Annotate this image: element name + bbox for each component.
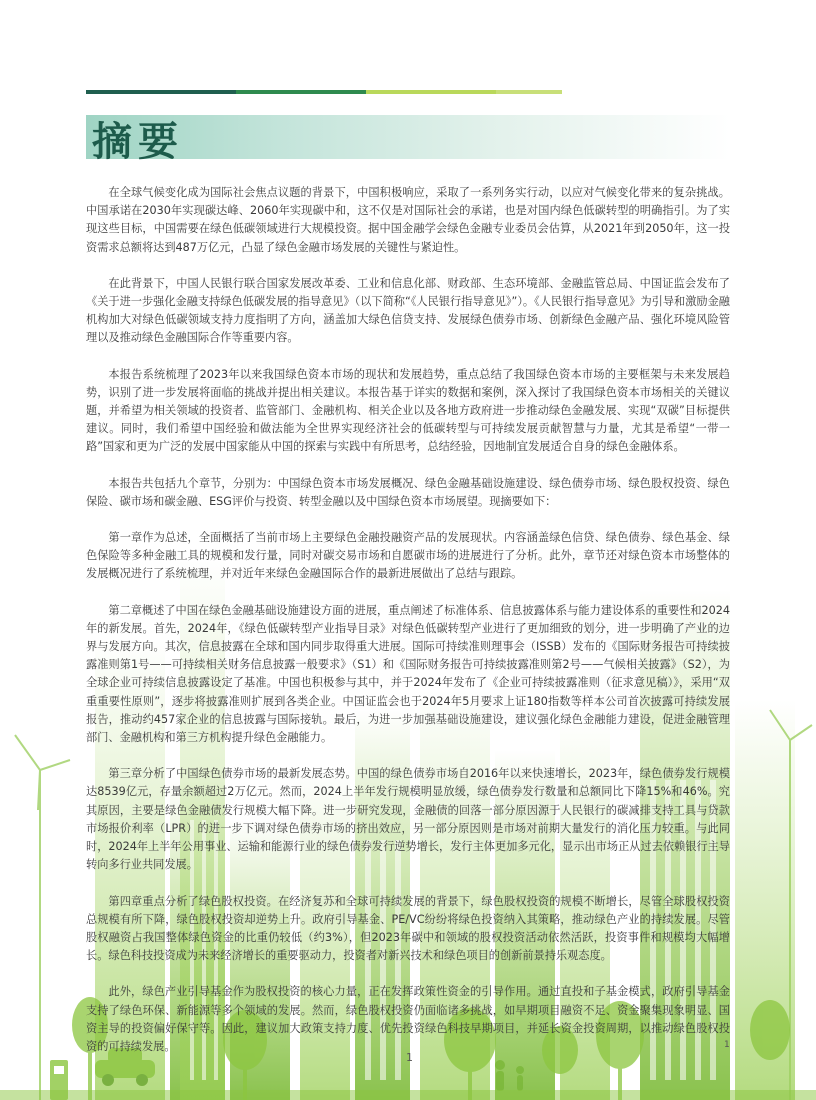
paragraph: 此外，绿色产业引导基金作为股权投资的核心力量，正在发挥政策性资金的引导作用。通过直投和子基金模式，政府引导基金支持了绿色环保、新能源等多个领域的发展。然而，绿色股权投资仍面临诸多挑战，如早期项目融资不足、资金聚集现象明显、国资主导的投资偏好保守等。因此，建议加大政策支持力度、优先投资绿色科技早期项目，并延长资金投资周期，以推动绿色股权投资的可持续发展。 (86, 985, 730, 1053)
abstract-body (86, 184, 730, 1074)
paragraph: 第二章概述了中国在绿色金融基础设施建设方面的进展，重点阐述了标准体系、信息披露体系与能力建设体系的重要性和2024年的新发展。首先，2024年，《绿色低碳转型产业指导目录》对绿色低碳转型产业进行了更加细致的划分，进一步明确了产业的边界与发展方向。其次，信息披露在全球和国内同步取得重大进展。国际可持续准则理事会（ISSB）发布的《国际财务报告可持续披露准则第1号——可持续相关财务信息披露一般要求》（S1）和《国际财务报告可持续披露准则第2号——气候相关披露》（S2），为全球企业可持续信息披露设定了基准。中国也积极参与其中，并于2024年发布了《企业可持续披露准则（征求意见稿）》，采用“双重重要性原则”，逐步将披露准则扩展到各类企业。中国证监会也于2024年5月要求上证180指数等样本公司首次披露可持续发展报告，推动约457家企业的信息披露与国际接轨。最后，为进一步加强基础设施建设，建议强化绿色金融能力建设，促进金融管理部门、金融机构和第三方机构提升绿色金融能力。 (86, 603, 730, 745)
header-color-bar (86, 90, 562, 94)
paragraph: 本报告系统梳理了2023年以来我国绿色资本市场的现状和发展趋势，重点总结了我国绿色资本市场的主要框架与未来发展趋势，识别了进一步发展将面临的挑战并提出相关建议。本报告基于详实的数据和案例，深入探讨了我国绿色资本市场相关的关键议题，并希望为相关领域的投资者、监管部门、金融机构、相关企业以及各地方政府进一步推动绿色金融发展、实现“双碳”目标提供建议。同时，我们希望中国经验和做法能为全世界实现经济社会的低碳转型与可持续发展贡献智慧与力量，尤其是希望“一带一路”国家和更为广泛的发展中国家能从中国的探索与实践中有所思考，总结经验，因地制宜发展适合自身的绿色金融体系。 (86, 367, 730, 454)
header-bar-segment (236, 90, 366, 94)
paragraph: 第四章重点分析了绿色股权投资。在经济复苏和全球可持续发展的背景下，绿色股权投资的规模不断增长，尽管全球股权投资总规模有所下降，绿色股权投资却逆势上升。政府引导基金、PE/VC纷纷将绿色投资纳入其策略，推动绿色产业的持续发展。尽管股权融资占我国整体绿色资金的比重仍较低（约3%），但2023年碳中和领域的股权投资活动依然活跃，投资事件和规模均大幅增长。绿色科技投资成为未来经济增长的重要驱动力，投资者对新兴技术和绿色项目的创新前景持乐观态度。 (86, 894, 730, 963)
paragraph: 本报告共包括九个章节，分别为：中国绿色资本市场发展概况、绿色金融基础设施建设、绿色债券市场、绿色股权投资、绿色保险、碳市场和碳金融、ESG评价与投资、转型金融以及中国绿色资本市场展望。现摘要如下： (86, 476, 730, 508)
header-bar-segment (86, 90, 236, 94)
paragraph: 第一章作为总述，全面概括了当前市场上主要绿色金融投融资产品的发展现状。内容涵盖绿色信贷、绿色债券、绿色基金、绿色保险等多种金融工具的规模和发行量，同时对碳交易市场和自愿碳市场的进展进行了分析。此外，章节还对绿色资本市场整体的发展概况进行了系统梳理，并对近年来绿色金融国际合作的最新进展做出了总结与跟踪。 (86, 531, 730, 581)
header-bar-segment (366, 90, 496, 94)
page-number: 1 (406, 1051, 413, 1064)
paragraph: 第三章分析了中国绿色债券市场的最新发展态势。中国的绿色债券市场自2016年以来快速增长，2023年，绿色债券发行规模达8539亿元，存量余额超过2万亿元。然而，2024上半年发行规模明显放缓，绿色债券发行数量和总额同比下降15%和46%。究其原因，主要是绿色金融债发行规模大幅下降。进一步研究发现，金融债的回落一部分原因源于人民银行的碳减排支持工具与贷款市场报价利率（LPR）的进一步下调对绿色债券市场的挤出效应，另一部分原因则是市场对前期大量发行的消化压力较重。与此同时，2024年上半年公用事业、运输和能源行业的绿色债券发行逆势增长，发行主体更加多元化，显示出市场正从过去依赖银行主导转向多行业共同发展。 (86, 767, 730, 872)
header-bar-segment (496, 90, 562, 94)
paragraph: 在此背景下，中国人民银行联合国家发展改革委、工业和信息化部、财政部、生态环境部、金融监管总局、中国证监会发布了《关于进一步强化金融支持绿色低碳发展的指导意见》（以下简称“《人民银行指导意见》”）。《人民银行指导意见》为引导和激励金融机构加大对绿色低碳领域支持力度指明了方向，涵盖加大绿色信贷支持、发展绿色债券市场、创新绿色金融产品、强化环境风险管理以及推动绿色金融国际合作等重要内容。 (86, 276, 730, 345)
page-number-small: 1 (724, 1040, 730, 1050)
page-title: 摘要 (92, 118, 184, 165)
paragraph: 在全球气候变化成为国际社会焦点议题的背景下，中国积极响应，采取了一系列务实行动，以应对气候变化带来的复杂挑战。中国承诺在2030年实现碳达峰、2060年实现碳中和，这不仅是对国际社会的承诺，也是对国内绿色低碳转型的明确指引。为了实现这些目标，中国需要在绿色低碳领域进行大规模投资。据中国金融学会绿色金融专业委员会估算，从2021年到2050年，这一投资需求总额将达到487万亿元，凸显了绿色金融市场发展的关键性与紧迫性。 (86, 186, 730, 254)
